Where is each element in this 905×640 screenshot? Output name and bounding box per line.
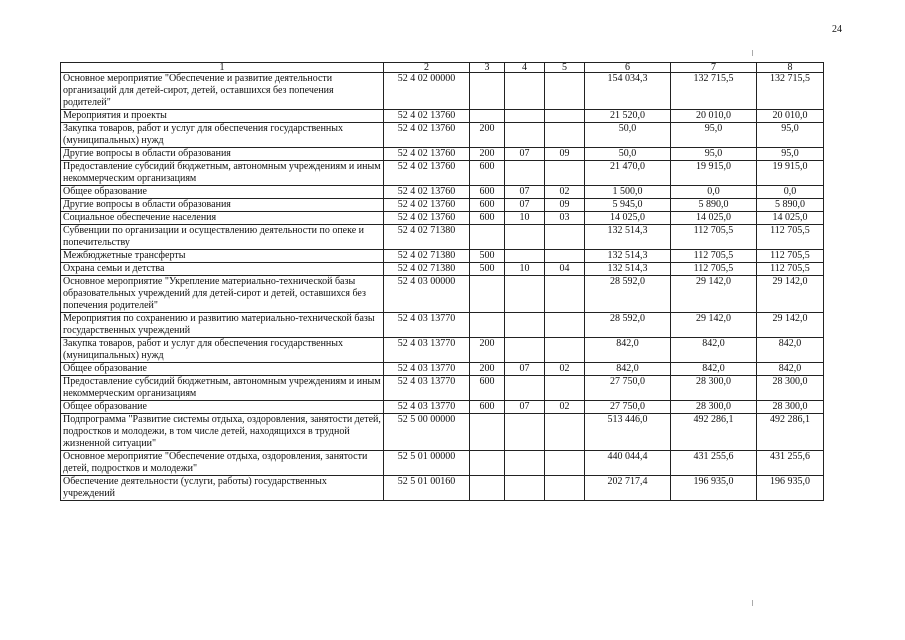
row-value-6: 27 750,0: [585, 376, 671, 401]
row-code: 52 4 02 00000: [384, 73, 470, 110]
header-cell: 1: [61, 63, 384, 73]
row-value-8: 431 255,6: [757, 451, 824, 476]
row-col4: 07: [505, 148, 545, 161]
table-row: [61, 212, 824, 225]
table-row: [61, 73, 824, 110]
row-name: Общее образование: [61, 363, 384, 376]
row-value-7: 842,0: [671, 363, 757, 376]
row-value-6: 842,0: [585, 363, 671, 376]
row-value-7: 95,0: [671, 123, 757, 148]
table-row: [61, 414, 824, 451]
row-value-7: 431 255,6: [671, 451, 757, 476]
table-row: [61, 250, 824, 263]
row-code: 52 4 03 13770: [384, 338, 470, 363]
row-col4: [505, 376, 545, 401]
table-row: [61, 476, 824, 501]
row-value-7: 0,0: [671, 186, 757, 199]
row-value-6: 440 044,4: [585, 451, 671, 476]
row-code: 52 5 00 00000: [384, 414, 470, 451]
row-code: 52 4 03 13770: [384, 363, 470, 376]
header-cell: 5: [545, 63, 585, 73]
row-value-6: 21 520,0: [585, 110, 671, 123]
row-col5: 09: [545, 148, 585, 161]
row-code: 52 4 02 13760: [384, 123, 470, 148]
row-name: Основное мероприятие "Укрепление материально-технической базы образовательных учреждений для детей-сирот и детей, оставшихся без попечения родителей": [61, 276, 384, 313]
row-col5: [545, 451, 585, 476]
row-col3: 200: [470, 123, 505, 148]
row-value-8: 20 010,0: [757, 110, 824, 123]
row-col5: 09: [545, 199, 585, 212]
row-col5: [545, 376, 585, 401]
row-value-6: 842,0: [585, 338, 671, 363]
page-number: 24: [832, 24, 842, 35]
row-col3: 600: [470, 212, 505, 225]
row-col5: [545, 250, 585, 263]
row-col4: [505, 276, 545, 313]
row-value-8: 842,0: [757, 338, 824, 363]
row-value-7: 112 705,5: [671, 225, 757, 250]
row-col5: [545, 225, 585, 250]
row-name: Социальное обеспечение населения: [61, 212, 384, 225]
row-value-7: 112 705,5: [671, 250, 757, 263]
table-row: [61, 225, 824, 250]
row-value-6: 132 514,3: [585, 263, 671, 276]
row-value-8: 112 705,5: [757, 250, 824, 263]
table-row: [61, 376, 824, 401]
row-code: 52 4 03 13770: [384, 401, 470, 414]
row-value-8: 5 890,0: [757, 199, 824, 212]
row-col4: [505, 161, 545, 186]
row-code: 52 4 03 00000: [384, 276, 470, 313]
row-name: Основное мероприятие "Обеспечение отдыха, оздоровления, занятости детей, подростков и молодежи": [61, 451, 384, 476]
table-row: [61, 110, 824, 123]
row-col4: 07: [505, 363, 545, 376]
row-value-6: 1 500,0: [585, 186, 671, 199]
row-col4: [505, 225, 545, 250]
row-name: Общее образование: [61, 186, 384, 199]
row-col3: [470, 225, 505, 250]
row-col3: 200: [470, 363, 505, 376]
row-col3: 600: [470, 401, 505, 414]
row-col4: [505, 313, 545, 338]
row-value-6: 154 034,3: [585, 73, 671, 110]
row-col3: [470, 110, 505, 123]
row-code: 52 4 02 13760: [384, 199, 470, 212]
table-row: [61, 451, 824, 476]
row-col5: [545, 338, 585, 363]
row-value-7: 14 025,0: [671, 212, 757, 225]
row-col4: [505, 250, 545, 263]
row-col5: [545, 123, 585, 148]
row-name: Межбюджетные трансферты: [61, 250, 384, 263]
row-value-8: 95,0: [757, 148, 824, 161]
row-name: Обеспечение деятельности (услуги, работы) государственных учреждений: [61, 476, 384, 501]
row-col4: [505, 110, 545, 123]
row-name: Охрана семьи и детства: [61, 263, 384, 276]
row-col5: [545, 476, 585, 501]
row-value-7: 95,0: [671, 148, 757, 161]
table-row: [61, 338, 824, 363]
row-value-8: 112 705,5: [757, 263, 824, 276]
row-name: Другие вопросы в области образования: [61, 199, 384, 212]
row-value-8: 112 705,5: [757, 225, 824, 250]
row-col3: [470, 276, 505, 313]
row-value-6: 28 592,0: [585, 276, 671, 313]
row-value-6: 27 750,0: [585, 401, 671, 414]
row-col4: 07: [505, 186, 545, 199]
row-value-6: 50,0: [585, 148, 671, 161]
row-col5: [545, 414, 585, 451]
header-cell: 4: [505, 63, 545, 73]
budget-table: [60, 62, 824, 501]
row-name: Предоставление субсидий бюджетным, автономным учреждениям и иным некоммерческим организациям: [61, 376, 384, 401]
row-value-7: 492 286,1: [671, 414, 757, 451]
row-code: 52 5 01 00160: [384, 476, 470, 501]
row-code: 52 4 02 71380: [384, 250, 470, 263]
row-code: 52 4 02 71380: [384, 263, 470, 276]
row-value-7: 29 142,0: [671, 276, 757, 313]
row-code: 52 4 02 13760: [384, 161, 470, 186]
row-value-8: 0,0: [757, 186, 824, 199]
row-col3: [470, 476, 505, 501]
table-row: [61, 401, 824, 414]
row-value-8: 95,0: [757, 123, 824, 148]
table-row: [61, 123, 824, 148]
header-cell: 3: [470, 63, 505, 73]
row-col3: [470, 73, 505, 110]
row-code: 52 4 02 13760: [384, 148, 470, 161]
row-value-6: 21 470,0: [585, 161, 671, 186]
row-value-8: 842,0: [757, 363, 824, 376]
row-col5: 04: [545, 263, 585, 276]
row-value-6: 5 945,0: [585, 199, 671, 212]
row-code: 52 4 02 71380: [384, 225, 470, 250]
row-value-6: 28 592,0: [585, 313, 671, 338]
table-row: [61, 199, 824, 212]
row-col3: 200: [470, 148, 505, 161]
row-col4: [505, 414, 545, 451]
row-col3: [470, 451, 505, 476]
row-col5: 02: [545, 363, 585, 376]
row-value-7: 28 300,0: [671, 401, 757, 414]
row-name: Закупка товаров, работ и услуг для обеспечения государственных (муниципальных) нужд: [61, 123, 384, 148]
row-code: 52 4 02 13760: [384, 110, 470, 123]
row-col4: [505, 451, 545, 476]
row-col4: 10: [505, 212, 545, 225]
row-value-7: 112 705,5: [671, 263, 757, 276]
row-value-7: 19 915,0: [671, 161, 757, 186]
row-col4: 10: [505, 263, 545, 276]
row-value-6: 513 446,0: [585, 414, 671, 451]
row-value-8: 28 300,0: [757, 401, 824, 414]
row-value-6: 14 025,0: [585, 212, 671, 225]
row-value-8: 132 715,5: [757, 73, 824, 110]
row-col3: 500: [470, 250, 505, 263]
row-col5: [545, 313, 585, 338]
header-cell: 8: [757, 63, 824, 73]
row-value-6: 202 717,4: [585, 476, 671, 501]
row-col3: [470, 414, 505, 451]
row-col4: [505, 338, 545, 363]
row-value-6: 132 514,3: [585, 250, 671, 263]
table-row: [61, 186, 824, 199]
row-value-7: 29 142,0: [671, 313, 757, 338]
table-row: [61, 263, 824, 276]
row-code: 52 4 02 13760: [384, 212, 470, 225]
row-value-8: 492 286,1: [757, 414, 824, 451]
row-value-7: 196 935,0: [671, 476, 757, 501]
row-name: Мероприятия по сохранению и развитию материально-технической базы государственных учреждений: [61, 313, 384, 338]
table-row: [61, 148, 824, 161]
row-code: 52 4 03 13770: [384, 376, 470, 401]
row-value-8: 19 915,0: [757, 161, 824, 186]
row-col3: 600: [470, 186, 505, 199]
row-value-8: 29 142,0: [757, 276, 824, 313]
row-col5: [545, 161, 585, 186]
row-value-6: 50,0: [585, 123, 671, 148]
row-value-8: 28 300,0: [757, 376, 824, 401]
header-cell: 7: [671, 63, 757, 73]
row-col5: [545, 73, 585, 110]
margin-mark: [752, 600, 753, 606]
table-row: [61, 276, 824, 313]
row-name: Основное мероприятие "Обеспечение и развитие деятельности организаций для детей-сирот, детей, оставшихся без попечения родителей": [61, 73, 384, 110]
row-col5: 03: [545, 212, 585, 225]
row-value-7: 132 715,5: [671, 73, 757, 110]
row-col4: 07: [505, 199, 545, 212]
header-cell: 2: [384, 63, 470, 73]
row-col4: [505, 73, 545, 110]
row-col3: 600: [470, 199, 505, 212]
row-name: Субвенции по организации и осуществлению деятельности по опеке и попечительству: [61, 225, 384, 250]
row-col3: 600: [470, 376, 505, 401]
row-name: Мероприятия и проекты: [61, 110, 384, 123]
row-name: Подпрограмма "Развитие системы отдыха, оздоровления, занятости детей, подростков и молодежи, в том числе детей, находящихся в трудной жизненной ситуации": [61, 414, 384, 451]
row-col5: [545, 110, 585, 123]
row-col3: 500: [470, 263, 505, 276]
row-name: Общее образование: [61, 401, 384, 414]
row-col3: 600: [470, 161, 505, 186]
margin-mark: [752, 50, 753, 56]
row-value-7: 842,0: [671, 338, 757, 363]
row-code: 52 5 01 00000: [384, 451, 470, 476]
row-name: Закупка товаров, работ и услуг для обеспечения государственных (муниципальных) нужд: [61, 338, 384, 363]
table-row: [61, 161, 824, 186]
row-value-8: 29 142,0: [757, 313, 824, 338]
row-name: Другие вопросы в области образования: [61, 148, 384, 161]
table-row: [61, 363, 824, 376]
header-cell: 6: [585, 63, 671, 73]
row-value-6: 132 514,3: [585, 225, 671, 250]
row-col3: [470, 313, 505, 338]
row-value-7: 20 010,0: [671, 110, 757, 123]
header-row: [61, 63, 824, 73]
row-code: 52 4 03 13770: [384, 313, 470, 338]
row-value-8: 14 025,0: [757, 212, 824, 225]
row-col5: 02: [545, 401, 585, 414]
row-name: Предоставление субсидий бюджетным, автономным учреждениям и иным некоммерческим организациям: [61, 161, 384, 186]
row-value-7: 28 300,0: [671, 376, 757, 401]
row-col5: 02: [545, 186, 585, 199]
row-value-8: 196 935,0: [757, 476, 824, 501]
row-col4: [505, 476, 545, 501]
table-row: [61, 313, 824, 338]
row-value-7: 5 890,0: [671, 199, 757, 212]
row-col5: [545, 276, 585, 313]
row-col3: 200: [470, 338, 505, 363]
row-code: 52 4 02 13760: [384, 186, 470, 199]
row-col4: 07: [505, 401, 545, 414]
row-col4: [505, 123, 545, 148]
